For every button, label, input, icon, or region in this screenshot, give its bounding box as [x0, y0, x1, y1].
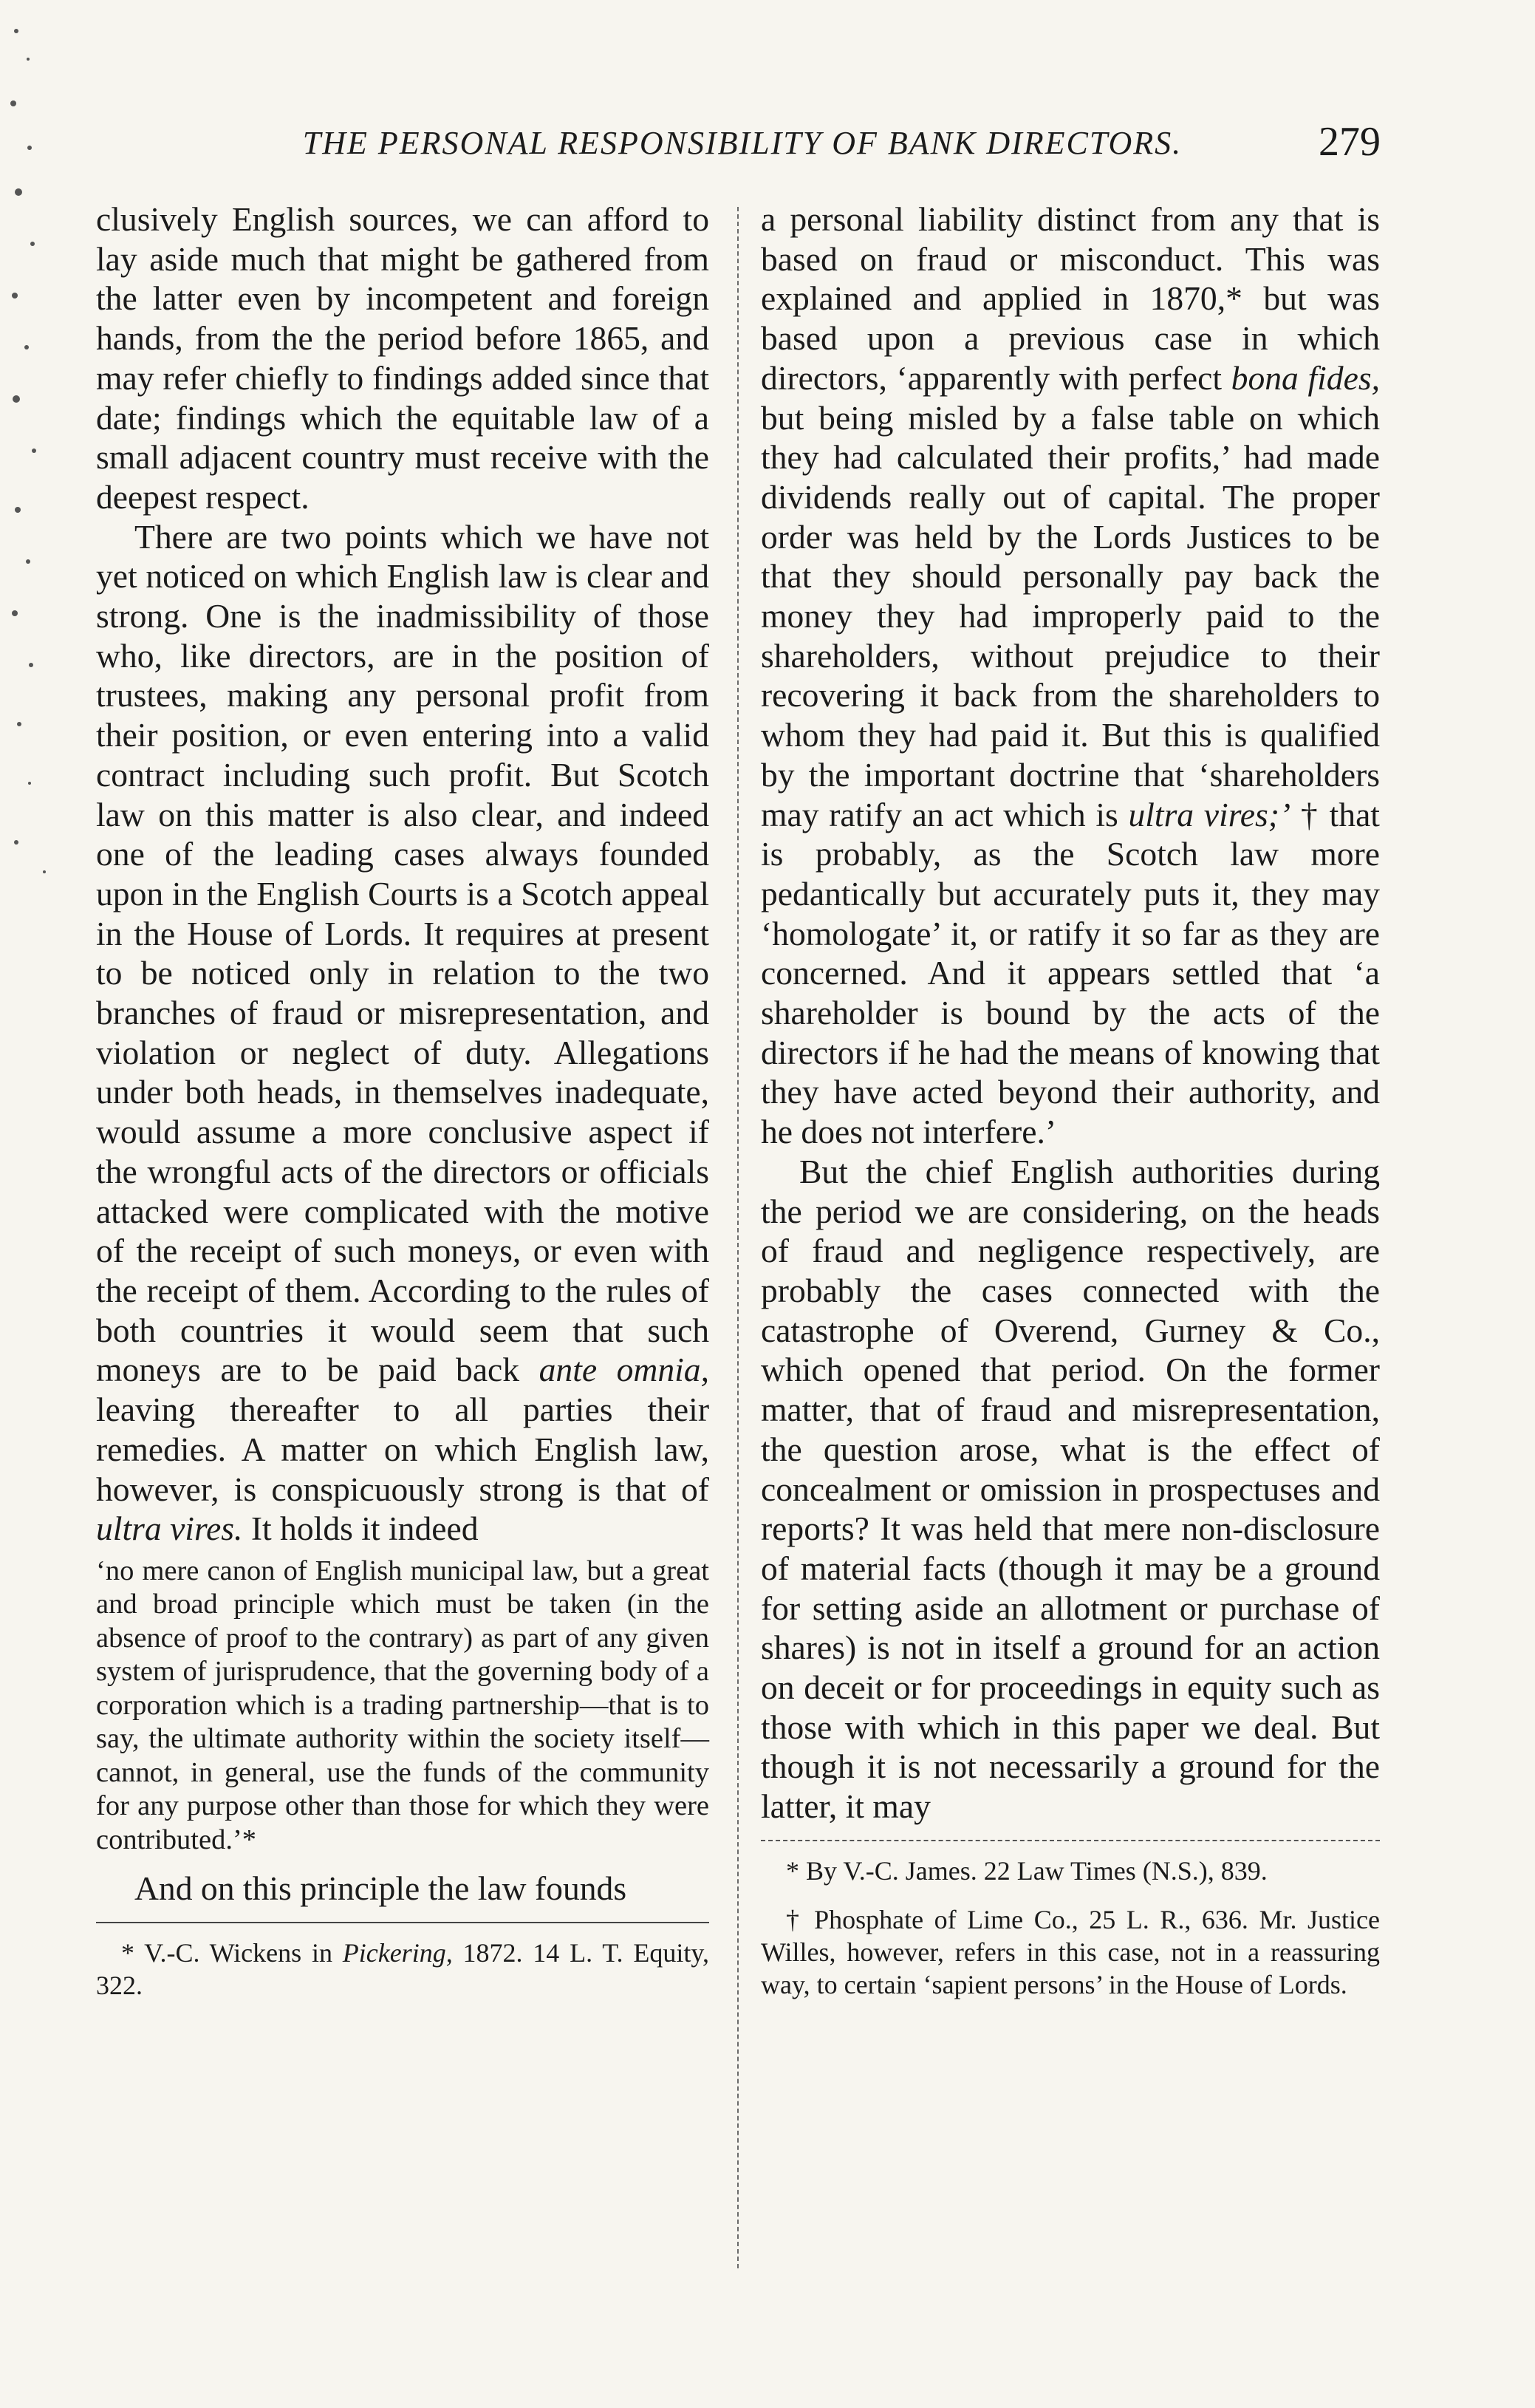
- footnote: * By V.-C. James. 22 Law Times (N.S.), 839.: [786, 1855, 1268, 1886]
- paragraph: clusively English sources, we can afford to lay aside much that might be gathered from the latter even by incompetent and foreign hands, from the the period before 1865, and may refer chiefly to findings added since that date; findings which the equitable law of a small adjacent country must receive with the deepest respect.: [96, 200, 709, 516]
- block-quote: ‘no mere canon of English municipal law, but a great and broad principle which must be taken (in the absence of proof to the contrary) as part of any given system of jurisprudence, that the governing body of a corporation which is a trading partnership—that is to say, the ultimate authority within the society itself—cannot, in general, use the funds of the community for any purpose other than those for which they were contributed.’*: [96, 1555, 709, 1855]
- footnote-rule: [96, 1922, 709, 1923]
- italic-phrase: ultra vires;’: [1128, 795, 1291, 833]
- running-head: THE PERSONAL RESPONSIBILITY OF BANK DIRECTORS.: [302, 125, 1183, 161]
- page-number: 279: [1319, 119, 1381, 165]
- italic-phrase: ultra vires.: [96, 1510, 243, 1548]
- left-column: [96, 199, 709, 2002]
- column-divider: [737, 207, 739, 2268]
- right-column: [761, 199, 1380, 2001]
- footnote: * V.-C. Wickens in Pickering, 1872. 14 L. T. Equity, 322.: [96, 1938, 709, 2001]
- margin-scan-marks: [0, 0, 81, 961]
- italic-phrase: bona fides,: [1231, 358, 1380, 397]
- footnote: † Phosphate of Lime Co., 25 L. R., 636. Mr. Justice Willes, however, refers in this case, not in a reassuring way, to certain ‘sapient persons’ in the House of Lords.: [761, 1904, 1380, 1999]
- italic-phrase: ante omnia,: [539, 1351, 709, 1389]
- paragraph: And on this principle the law founds: [134, 1869, 627, 1908]
- paragraph: But the chief English authorities during the period we are considering, on the heads of fraud and negligence respectively, are probably the cases connected with the catastrophe of Overend, Gurney & Co., which opened that period. On the former matter, that of fraud and misrepresentation, the question arose, what is the effect of concealment or omission in prospectuses and reports? It was held that mere non-disclosure of material facts (though it may be a ground for setting aside an allotment or purchase of shares) is not in itself a ground for an action on deceit or for proceedings in equity such as those with which in this paper we deal. But though it is not necessarily a ground for the latter, it may: [761, 1152, 1380, 1826]
- paragraph: There are two points which we have not yet noticed on which English law is clear and strong. One is the inadmissibility of those who, like directors, are in the position of trustees, making any personal profit from their position, or even entering into a valid contract including such profit. But Scotch law on this matter is also clear, and indeed one of the leading cases always founded upon in the English Courts is a Scotch appeal in the House of Lords. It requires at present to be noticed only in relation to the two branches of fraud or misrepresentation, and violation or neglect of duty. Allegations under both heads, in themselves inadequate, would assume a more conclusive aspect if the wrongful acts of the directors or officials attacked were complicated with the motive of the receipt of such moneys, or even with the receipt of them. According to the rules of both countries it would seem that such moneys are to be paid back ante omnia, leaving thereafter to all parties their remedies. A matter on which English law, however, is conspicuously strong is that of ultra vires. It holds it indeed: [96, 517, 709, 1548]
- paragraph: a personal liability distinct from any that is based on fraud or misconduct. This was explained and applied in 1870,* but was based upon a previous case in which directors, ‘apparently with perfect bona fides, but being misled by a false table on which they had calculated their profits,’ had made dividends really out of capital. The proper order was held by the Lords Justices to be that they should personally pay back the money they had improperly paid to the shareholders, without prejudice to their recovering it back from the shareholders to whom they had paid it. But this is qualified by the important doctrine that ‘shareholders may ratify an act which is ultra vires;’ † that is probably, as the Scotch law more pedantically but accurately puts it, they may ‘homologate’ it, or ratify it so far as they are concerned. And it appears settled that ‘a shareholder is bound by the acts of the directors if he had the means of knowing that they have acted beyond their authority, and he does not interfere.’: [761, 200, 1380, 1151]
- footnote-rule: [761, 1840, 1380, 1841]
